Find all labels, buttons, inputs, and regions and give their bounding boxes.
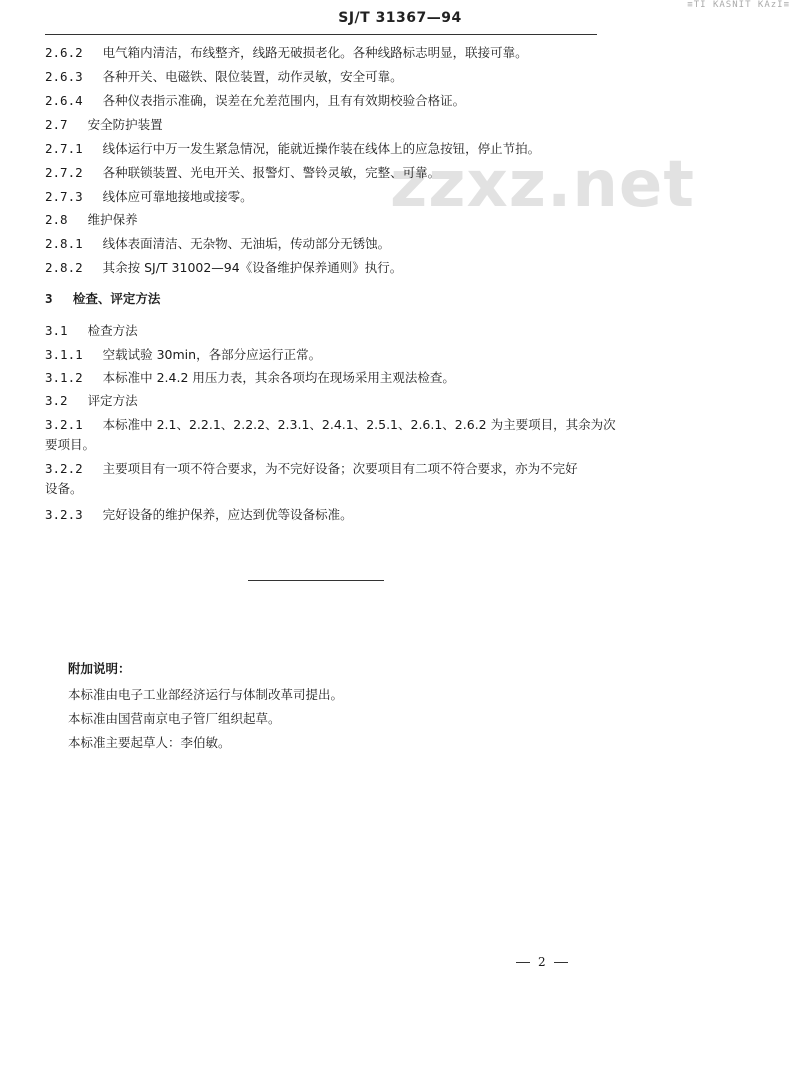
clause-2-6-2 (45, 44, 528, 62)
clause-2-8-2 (45, 259, 402, 277)
clause-number: 2.6.4 (45, 93, 83, 108)
end-divider (248, 580, 384, 581)
page-dash-left (516, 962, 530, 963)
clause-text: 空载试验 30min，各部分应运行正常。 (102, 347, 322, 362)
clause-3-2 (45, 392, 138, 410)
clause-text: 电气箱内清洁，布线整齐，线路无破损老化。各种线路标志明显，联接可靠。 (102, 45, 528, 60)
notes-title: 附加说明： (68, 661, 131, 676)
clause-number: 2.6.3 (45, 69, 83, 84)
clause-3-1-1 (45, 346, 321, 364)
page-dash-right (554, 962, 568, 963)
clause-text: 各种仪表指示准确，误差在允差范围内，且有有效期校验合格证。 (102, 93, 466, 108)
clause-number: 3.1.1 (45, 347, 83, 362)
clause-number: 2.8.2 (45, 260, 83, 275)
corner-mark: ≡TI KASNIT KAzI≡ (687, 0, 790, 10)
clause-number: 3.2 (45, 393, 68, 408)
clause-heading: 维护保养 (87, 212, 138, 227)
clause-heading: 评定方法 (87, 393, 138, 408)
clause-number: 2.7 (45, 117, 68, 132)
clause-2-7 (45, 116, 163, 134)
clause-2-6-3 (45, 68, 403, 86)
clause-3-2-3 (45, 506, 353, 524)
clause-2-7-1 (45, 140, 540, 158)
clause-2-6-4 (45, 92, 465, 110)
clause-heading: 检查方法 (87, 323, 138, 338)
clause-2-8 (45, 211, 138, 229)
clause-number: 2.7.1 (45, 141, 83, 156)
clause-number: 3.2.1 (45, 417, 83, 432)
clause-text: 线体运行中万一发生紧急情况，能就近操作装在线体上的应急按钮，停止节拍。 (102, 141, 541, 156)
clause-heading: 安全防护装置 (87, 117, 163, 132)
clause-text: 各种联锁装置、光电开关、报警灯、警铃灵敏，完整、可靠。 (102, 165, 441, 180)
note-line: 本标准由电子工业部经济运行与体制改革司提出。 (68, 687, 344, 702)
note-line: 本标准主要起草人：李伯敏。 (68, 735, 231, 750)
clause-text: 线体应可靠地接地或接零。 (102, 189, 253, 204)
clause-number: 3.2.2 (45, 461, 83, 476)
clause-3-1-2 (45, 369, 455, 387)
watermark: zzxz.net (390, 148, 695, 222)
clause-text: 各种开关、电磁铁、限位装置，动作灵敏，安全可靠。 (102, 69, 403, 84)
page-number (508, 955, 576, 969)
page-number-value: 2 (538, 955, 546, 969)
clause-number: 3.1.2 (45, 370, 83, 385)
clause-3-2-2 (45, 460, 578, 478)
header-rule (45, 34, 597, 35)
clause-number: 2.8.1 (45, 236, 83, 251)
clause-text: 完好设备的维护保养，应达到优等设备标准。 (102, 507, 353, 522)
clause-number: 3.2.3 (45, 507, 83, 522)
section-number: 3 (45, 291, 53, 306)
note-line: 本标准由国营南京电子管厂组织起草。 (68, 711, 281, 726)
section-title: 检查、评定方法 (72, 291, 161, 306)
clause-number: 2.6.2 (45, 45, 83, 60)
clause-number: 2.7.3 (45, 189, 83, 204)
clause-text: 本标准中 2.4.2 用压力表，其余各项均在现场采用主观法检查。 (102, 370, 455, 385)
clause-3-2-1-continuation: 要项目。 (45, 437, 96, 452)
clause-2-7-2 (45, 164, 440, 182)
clause-text: 线体表面清洁、无杂物、无油垢，传动部分无锈蚀。 (102, 236, 391, 251)
clause-text: 主要项目有一项不符合要求，为不完好设备；次要项目有二项不符合要求，亦为不完好 (102, 461, 578, 476)
clause-text: 本标准中 2.1、2.2.1、2.2.2、2.3.1、2.4.1、2.5.1、2.6.1、2.6.2 为主要项目，其余为次 (102, 417, 616, 432)
clause-number: 2.7.2 (45, 165, 83, 180)
section-3-heading (45, 290, 160, 308)
clause-2-7-3 (45, 188, 253, 206)
clause-number: 2.8 (45, 212, 68, 227)
clause-2-8-1 (45, 235, 390, 253)
clause-number: 3.1 (45, 323, 68, 338)
clause-3-2-1 (45, 416, 616, 434)
clause-3-1 (45, 322, 138, 340)
standard-code-header: SJ/T 31367—94 (338, 10, 462, 26)
clause-3-2-2-continuation: 设备。 (45, 481, 83, 496)
clause-text: 其余按 SJ/T 31002—94《设备维护保养通则》执行。 (102, 260, 403, 275)
